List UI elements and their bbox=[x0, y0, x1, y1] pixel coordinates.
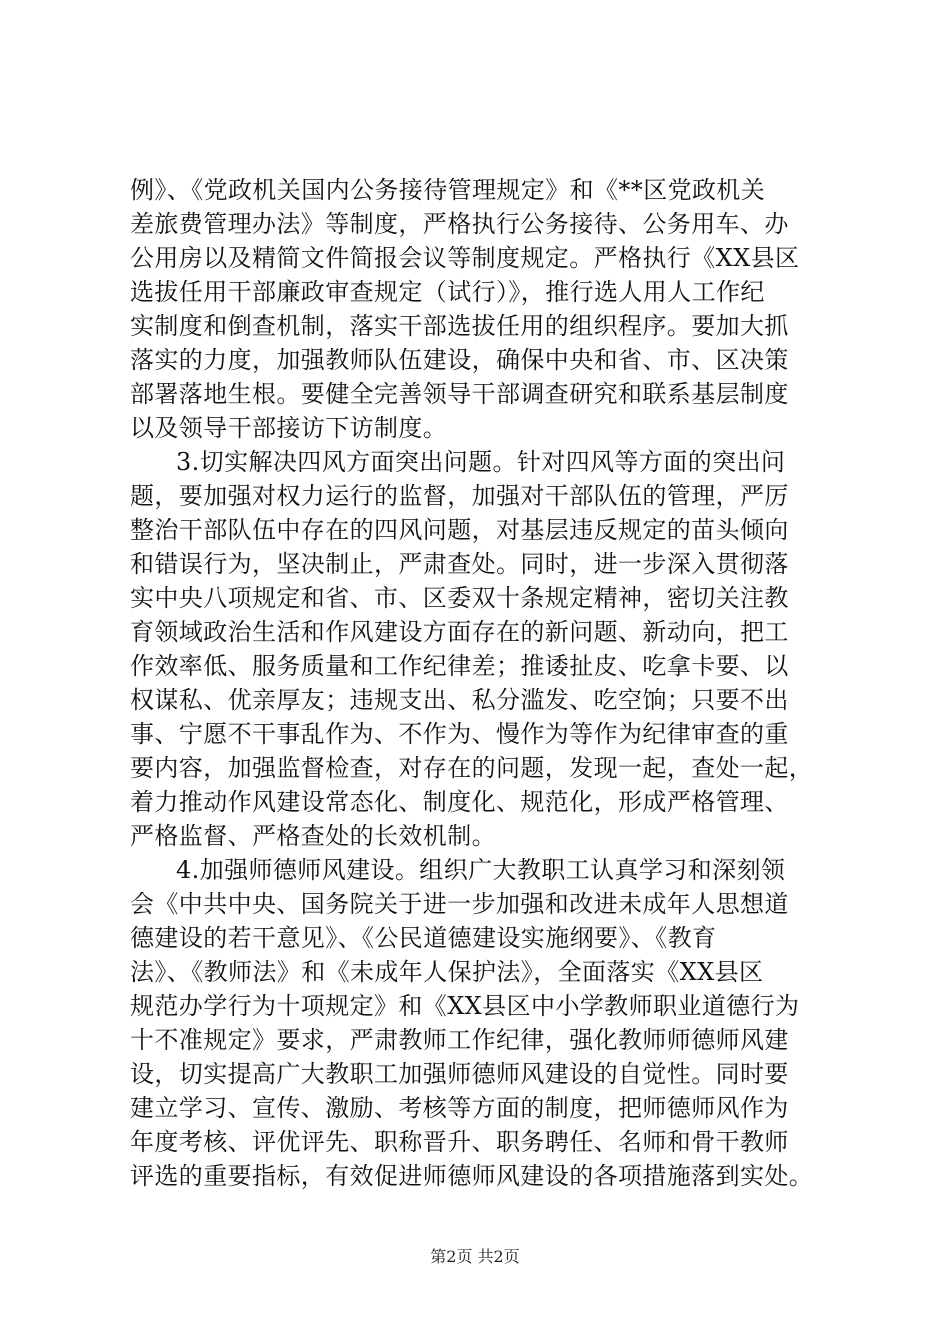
text-line: 例》、《党政机关国内公务接待管理规定》和《**区党政机关 bbox=[130, 176, 766, 204]
text-line: 年度考核、评优评先、职称晋升、职务聘任、名师和骨干教师 bbox=[130, 1128, 789, 1156]
text-line: 十不准规定》要求，严肃教师工作纪律，强化教师师德师风建 bbox=[130, 1026, 789, 1054]
text-line: 着力推动作风建设常态化、制度化、规范化，形成严格管理、 bbox=[130, 788, 789, 816]
text-line: 会《中共中央、国务院关于进一步加强和改进未成年人思想道 bbox=[130, 890, 789, 918]
text-line: 设，切实提高广大教职工加强师德师风建设的自觉性。同时要 bbox=[130, 1060, 789, 1088]
text-line: 作效率低、服务质量和工作纪律差；推诿扯皮、吃拿卡要、以 bbox=[130, 652, 789, 680]
text-line: 题，要加强对权力运行的监督，加强对干部队伍的管理，严厉 bbox=[130, 482, 789, 510]
text-line: 部署落地生根。要健全完善领导干部调查研究和联系基层制度 bbox=[130, 380, 789, 408]
page-footer: 第2页 共2页 bbox=[430, 1247, 520, 1266]
text-line: 实制度和倒查机制，落实干部选拔任用的组织程序。要加大抓 bbox=[130, 312, 789, 340]
text-line: 选拔任用干部廉政审查规定（试行）》，推行选人用人工作纪 bbox=[130, 278, 765, 306]
section-3-heading-line: 3.切实解决四风方面突出问题。针对四风等方面的突出问 bbox=[176, 448, 786, 476]
text-line: 评选的重要指标，有效促进师德师风建设的各项措施落到实处。 bbox=[130, 1162, 814, 1190]
text-line: 规范办学行为十项规定》和《XX县区中小学教师职业道德行为 bbox=[130, 992, 800, 1020]
text-line: 实中央八项规定和省、市、区委双十条规定精神，密切关注教 bbox=[130, 584, 789, 612]
text-line: 事、宁愿不干事乱作为、不作为、慢作为等作为纪律审查的重 bbox=[130, 720, 789, 748]
text-line: 要内容，加强监督检查，对存在的问题，发现一起，查处一起， bbox=[130, 754, 814, 782]
text-line: 和错误行为，坚决制止，严肃查处。同时，进一步深入贯彻落 bbox=[130, 550, 789, 578]
text-line: 公用房以及精简文件简报会议等制度规定。严格执行《XX县区 bbox=[130, 244, 800, 272]
text-line: 法》、《教师法》和《未成年人保护法》，全面落实《XX县区 bbox=[130, 958, 764, 986]
section-4-heading-line: 4.加强师德师风建设。组织广大教职工认真学习和深刻领 bbox=[176, 856, 786, 884]
text-line: 育领域政治生活和作风建设方面存在的新问题、新动向，把工 bbox=[130, 618, 789, 646]
text-line: 差旅费管理办法》等制度，严格执行公务接待、公务用车、办 bbox=[130, 210, 789, 238]
text-line: 建立学习、宣传、激励、考核等方面的制度，把师德师风作为 bbox=[130, 1094, 789, 1122]
text-line: 落实的力度，加强教师队伍建设，确保中央和省、市、区决策 bbox=[130, 346, 789, 374]
text-line: 整治干部队伍中存在的四风问题，对基层违反规定的苗头倾向 bbox=[130, 516, 789, 544]
text-line: 德建设的若干意见》、《公民道德建设实施纲要》、《教育 bbox=[130, 924, 717, 952]
document-body bbox=[130, 173, 830, 1193]
text-line: 严格监督、严格查处的长效机制。 bbox=[130, 822, 496, 850]
text-line: 以及领导干部接访下访制度。 bbox=[130, 414, 448, 442]
text-line: 权谋私、优亲厚友；违规支出、私分滥发、吃空饷；只要不出 bbox=[130, 686, 789, 714]
